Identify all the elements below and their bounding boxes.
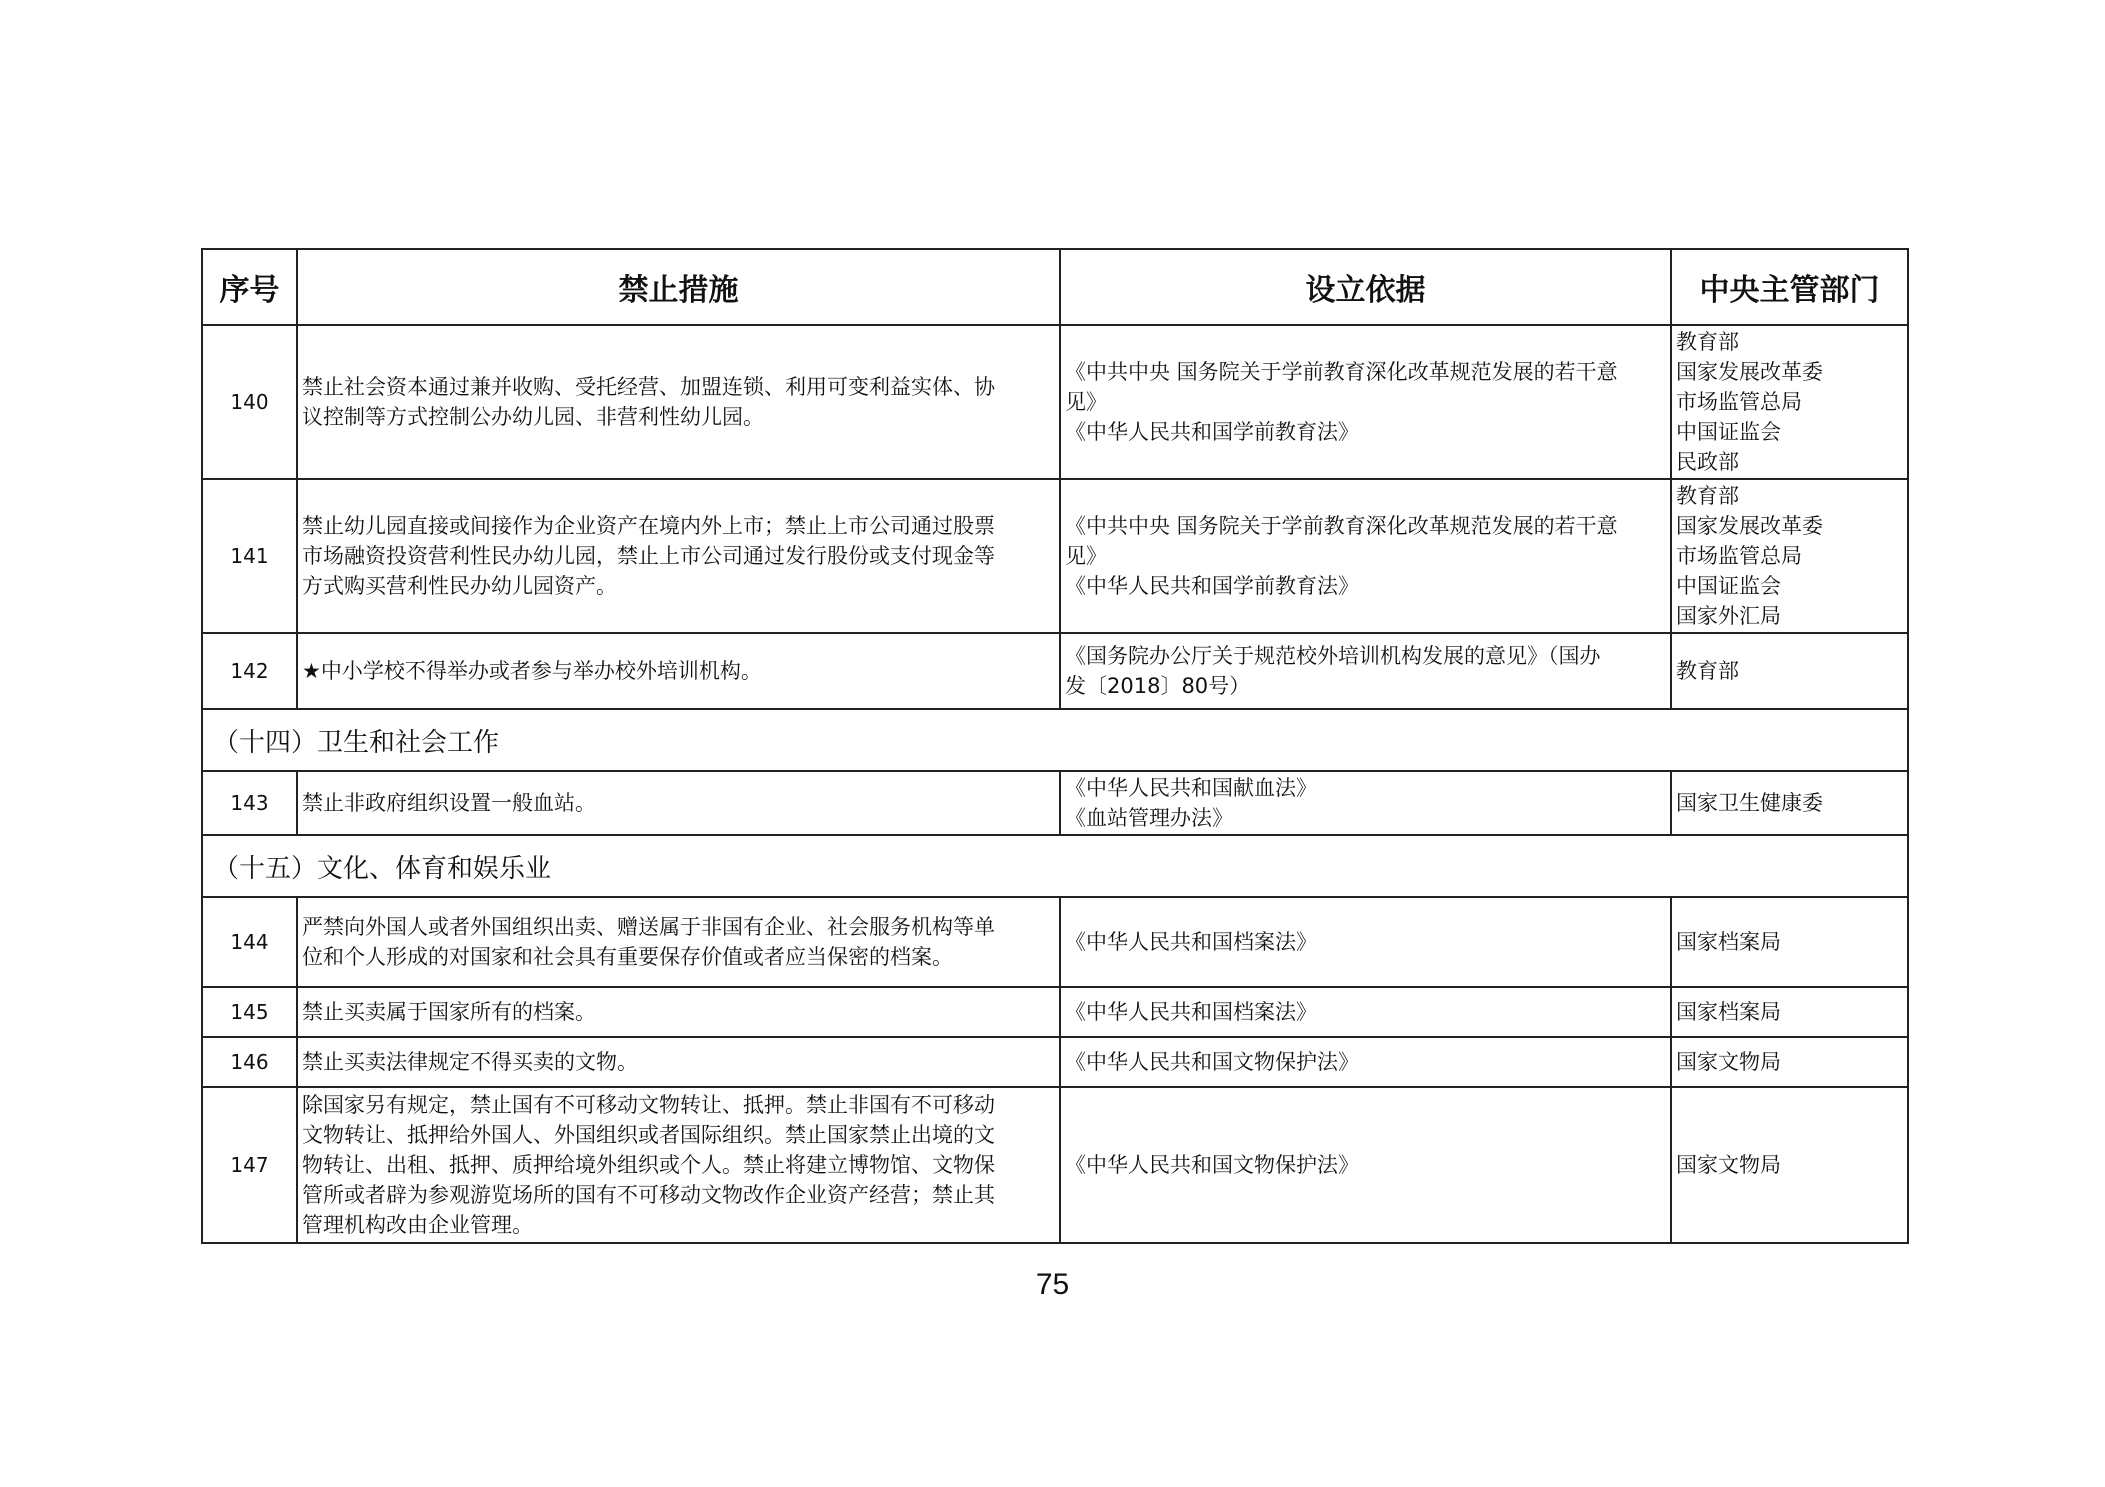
- measure-cell: [297, 1087, 1060, 1243]
- header-serial: 序号: [202, 249, 297, 325]
- measure-line: 禁止非政府组织设置一般血站。: [302, 791, 596, 815]
- header-department: 中央主管部门: [1671, 249, 1908, 325]
- basis-line: 《中华人民共和国学前教育法》: [1065, 420, 1359, 444]
- measure-line: 管理机构改由企业管理。: [302, 1213, 533, 1237]
- basis-cell: [1060, 479, 1671, 633]
- table-row: [202, 633, 1908, 709]
- basis-line: 《中华人民共和国文物保护法》: [1065, 1153, 1359, 1177]
- department-cell: [1671, 987, 1908, 1037]
- department-cell: [1671, 479, 1908, 633]
- measure-line: 位和个人形成的对国家和社会具有重要保存价值或者应当保密的档案。: [302, 945, 953, 969]
- department-line: 教育部: [1676, 659, 1739, 683]
- basis-cell: [1060, 897, 1671, 987]
- serial-number: 141: [202, 479, 297, 633]
- basis-cell: [1060, 987, 1671, 1037]
- measure-line: 除国家另有规定，禁止国有不可移动文物转让、抵押。禁止非国有不可移动: [302, 1093, 995, 1117]
- department-line: 中国证监会: [1676, 574, 1781, 598]
- basis-line: 发〔2018〕80号）: [1065, 674, 1251, 698]
- measure-cell: [297, 987, 1060, 1037]
- measure-cell: [297, 1037, 1060, 1087]
- basis-line: 《国务院办公厅关于规范校外培训机构发展的意见》（国办: [1065, 644, 1601, 668]
- department-line: 民政部: [1676, 450, 1739, 474]
- department-line: 国家发展改革委: [1676, 360, 1823, 384]
- department-cell: [1671, 633, 1908, 709]
- basis-line: 《中华人民共和国档案法》: [1065, 930, 1317, 954]
- department-line: 教育部: [1676, 330, 1739, 354]
- department-line: 教育部: [1676, 484, 1739, 508]
- measure-cell: [297, 479, 1060, 633]
- table-row: [202, 325, 1908, 479]
- basis-cell: [1060, 771, 1671, 835]
- department-line: 市场监管总局: [1676, 390, 1802, 414]
- basis-line: 《中华人民共和国档案法》: [1065, 1000, 1317, 1024]
- department-line: 国家外汇局: [1676, 604, 1781, 628]
- serial-number: 144: [202, 897, 297, 987]
- measure-cell: [297, 771, 1060, 835]
- basis-line: 《中华人民共和国献血法》: [1065, 776, 1317, 800]
- measure-line: 文物转让、抵押给外国人、外国组织或者国际组织。禁止国家禁止出境的文: [302, 1123, 995, 1147]
- department-line: 国家发展改革委: [1676, 514, 1823, 538]
- section-row: [202, 835, 1908, 897]
- measure-line: ★中小学校不得举办或者参与举办校外培训机构。: [302, 659, 762, 683]
- measure-cell: [297, 325, 1060, 479]
- department-line: 国家档案局: [1676, 930, 1781, 954]
- table-row: [202, 771, 1908, 835]
- measure-line: 物转让、出租、抵押、质押给境外组织或个人。禁止将建立博物馆、文物保: [302, 1153, 995, 1177]
- department-line: 国家文物局: [1676, 1050, 1781, 1074]
- department-cell: [1671, 897, 1908, 987]
- section-title: （十五）文化、体育和娱乐业: [202, 835, 1908, 897]
- basis-line: 《血站管理办法》: [1065, 806, 1233, 830]
- measure-line: 严禁向外国人或者外国组织出卖、赠送属于非国有企业、社会服务机构等单: [302, 915, 995, 939]
- measure-cell: [297, 897, 1060, 987]
- measure-line: 禁止买卖属于国家所有的档案。: [302, 1000, 596, 1024]
- basis-line: 《中华人民共和国学前教育法》: [1065, 574, 1359, 598]
- basis-line: 《中华人民共和国文物保护法》: [1065, 1050, 1359, 1074]
- basis-line: 《中共中央 国务院关于学前教育深化改革规范发展的若干意: [1065, 514, 1618, 538]
- table-row: [202, 1087, 1908, 1243]
- table-row: [202, 479, 1908, 633]
- basis-line: 见》: [1065, 390, 1107, 414]
- department-line: 国家卫生健康委: [1676, 791, 1823, 815]
- department-line: 市场监管总局: [1676, 544, 1802, 568]
- serial-number: 146: [202, 1037, 297, 1087]
- measure-cell: [297, 633, 1060, 709]
- serial-number: 143: [202, 771, 297, 835]
- table-row: [202, 987, 1908, 1037]
- serial-number: 142: [202, 633, 297, 709]
- department-cell: [1671, 1087, 1908, 1243]
- header-basis: 设立依据: [1060, 249, 1671, 325]
- department-cell: [1671, 325, 1908, 479]
- department-cell: [1671, 1037, 1908, 1087]
- basis-cell: [1060, 633, 1671, 709]
- table-row: [202, 1037, 1908, 1087]
- basis-line: 《中共中央 国务院关于学前教育深化改革规范发展的若干意: [1065, 360, 1618, 384]
- page-number: 75: [1035, 1268, 1070, 1301]
- serial-number: 145: [202, 987, 297, 1037]
- measure-line: 禁止社会资本通过兼并收购、受托经营、加盟连锁、利用可变利益实体、协: [302, 375, 995, 399]
- measure-line: 议控制等方式控制公办幼儿园、非营利性幼儿园。: [302, 405, 764, 429]
- serial-number: 140: [202, 325, 297, 479]
- department-cell: [1671, 771, 1908, 835]
- basis-cell: [1060, 1087, 1671, 1243]
- section-title: （十四）卫生和社会工作: [202, 709, 1908, 771]
- department-line: 国家文物局: [1676, 1153, 1781, 1177]
- measure-line: 市场融资投资营利性民办幼儿园，禁止上市公司通过发行股份或支付现金等: [302, 544, 995, 568]
- header-measure: 禁止措施: [297, 249, 1060, 325]
- basis-cell: [1060, 325, 1671, 479]
- measure-line: 禁止买卖法律规定不得买卖的文物。: [302, 1050, 638, 1074]
- measure-line: 禁止幼儿园直接或间接作为企业资产在境内外上市；禁止上市公司通过股票: [302, 514, 995, 538]
- serial-number: 147: [202, 1087, 297, 1243]
- measure-line: 管所或者辟为参观游览场所的国有不可移动文物改作企业资产经营；禁止其: [302, 1183, 995, 1207]
- measure-line: 方式购买营利性民办幼儿园资产。: [302, 574, 617, 598]
- section-row: [202, 709, 1908, 771]
- basis-cell: [1060, 1037, 1671, 1087]
- table-header-row: [202, 249, 1908, 325]
- department-line: 国家档案局: [1676, 1000, 1781, 1024]
- basis-line: 见》: [1065, 544, 1107, 568]
- prohibition-measures-table: [201, 248, 1909, 1244]
- department-line: 中国证监会: [1676, 420, 1781, 444]
- table-row: [202, 897, 1908, 987]
